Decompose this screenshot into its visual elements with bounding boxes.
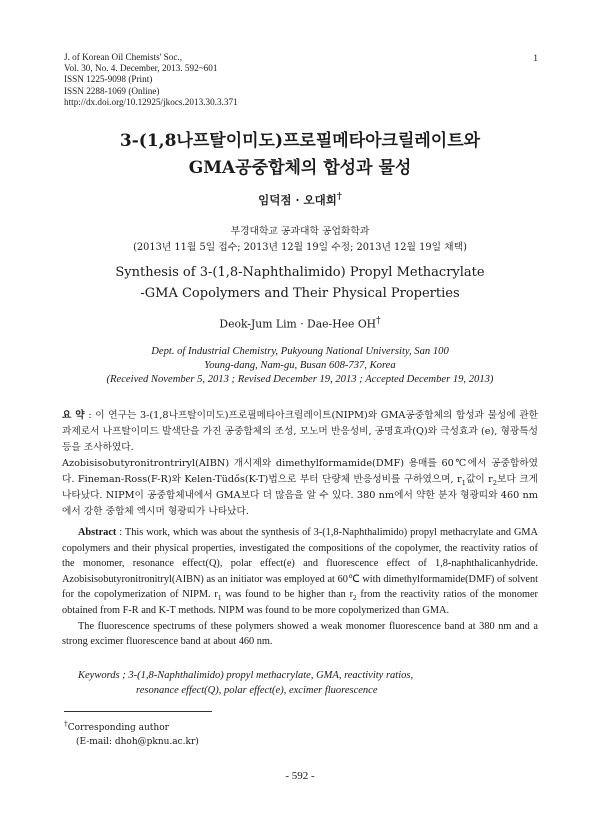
korean-authors [60, 191, 540, 208]
korean-title-line2: GMA공중합체의 합성과 물성 [188, 158, 412, 178]
english-affiliation-line2: Young-dang, Nam-gu, Busan 608-737, Korea [204, 360, 396, 371]
english-author-mark: † [376, 316, 381, 326]
footnote [64, 717, 364, 749]
footnote-divider [64, 711, 212, 712]
keywords [78, 668, 538, 698]
keywords-label: Keywords [78, 670, 120, 681]
english-affiliation-line1: Dept. of Industrial Chemistry, Pukyoung National University, San 100 [151, 346, 449, 357]
korean-abstract [62, 408, 538, 520]
english-title-line1: Synthesis of 3-(1,8-Naphthalimido) Propyl Methacrylate [115, 265, 485, 280]
english-abstract-para1: Abstract : This work, which was about the synthesis of 3-(1,8-Naphthalimido) propyl methacrylate and GMA copolymers and their physical properties, investigated the compositions of the copolymer, the reactivity ratios of the monomer, resonance effect(Q), polar effect(e) and fluorescence effect of 1,8-naphthalicanhydride. Azobisisobutyronitronitryl(AIBN) as an initiator was employed at 60℃ with dimethylformamide(DMF) of solvent for the copolymerization of NIPM. $r_1$ was found to be higher than $r_2$ from the reactivity ratios of the monomer obtained from F-R and K-T methods. NIPM was found to be more copolymerized than GMA. [62, 527, 538, 616]
journal-volume: Vol. 30, No. 4. December, 2013. 592~601 [64, 63, 218, 74]
korean-title-line1: 3-(1,8나프탈이미도)프로필메타아크릴레이트와 [119, 131, 481, 151]
korean-author-names: 임덕점 · 오대희 [258, 192, 337, 207]
korean-abstract-label: 요 약 [62, 410, 85, 421]
english-abstract-label: Abstract [78, 527, 117, 538]
korean-author-mark: † [336, 191, 342, 202]
footnote-corresponding: †Corresponding author [64, 719, 169, 733]
english-abstract-para2: The fluorescence spectrums of these polymers showed a weak monomer fluorescence band at 380 nm and a strong excimer fluorescence band at about 460 nm. [62, 620, 538, 648]
english-abstract [62, 525, 538, 650]
korean-dates: (2013년 11월 5일 접수; 2013년 12월 19일 수정; 2013년 12월 19일 채택) [133, 242, 467, 253]
footnote-mark: † [64, 719, 68, 728]
issn-print: ISSN 1225-9098 (Print) [64, 74, 153, 85]
journal-info [64, 52, 364, 108]
page-number-bottom: - 592 - [285, 770, 315, 782]
english-received-dates: (Received November 5, 2013 ; Revised December 19, 2013 ; Accepted December 19, 2013) [106, 374, 494, 385]
footnote-email: (E-mail: dhoh@pknu.ac.kr) [76, 737, 199, 747]
english-title-line2: -GMA Copolymers and Their Physical Properties [140, 286, 460, 301]
korean-affiliation: 부경대학교 공과대학 공업화학과 [230, 226, 370, 237]
english-author-names: Deok-Jum Lim · Dae-Hee OH [219, 317, 377, 331]
keywords-line2: resonance effect(Q), polar effect(e), excimer fluorescence [136, 685, 378, 696]
issn-online: ISSN 2288-1069 (Online) [64, 85, 160, 96]
english-authors [60, 316, 540, 331]
journal-name: J. of Korean Oil Chemists' Soc., [64, 52, 183, 62]
doi-link[interactable]: http://dx.doi.org/10.12925/jkocs.2013.30.3.371 [64, 96, 238, 107]
page-number-top: 1 [533, 54, 538, 64]
korean-abstract-para1: 요 약 : 이 연구는 3-(1,8나프탈이미도)프로필메타아크릴레이트(NIPM)와 GMA공중합체의 합성과 물성에 관한 과제로서 나프탈이미드 발색단을 가진 공중합체의 조성, 모노머 반응성비, 공명효과(Q)와 극성효과 (e), 형광특성 등을 조사하였다. [62, 410, 538, 453]
keywords-line1: Keywords ; 3-(1,8-Naphthalimido) propyl methacrylate, GMA, reactivity ratios, [78, 670, 414, 681]
korean-abstract-para2: Azobisisobutyronitrontriryl(AIBN) 개시제와 dimethylformamide(DMF) 용매를 60℃에서 공중합하였다. Fineman-Ross(F-R)와 Kelen-Tüdős(K-T)법으로 부터 단량체 반응성비를 구하였으며, $r_1$값이 $r_2$보다 크게 나타났다. NIPM이 공중합체내에서 GMA보다 더 많음을 알 수 있다. 380 nm에서 약한 분자 형광띠와 460 nm에서 강한 중합체 엑시머 형광띠가 나타났다. [62, 458, 538, 517]
